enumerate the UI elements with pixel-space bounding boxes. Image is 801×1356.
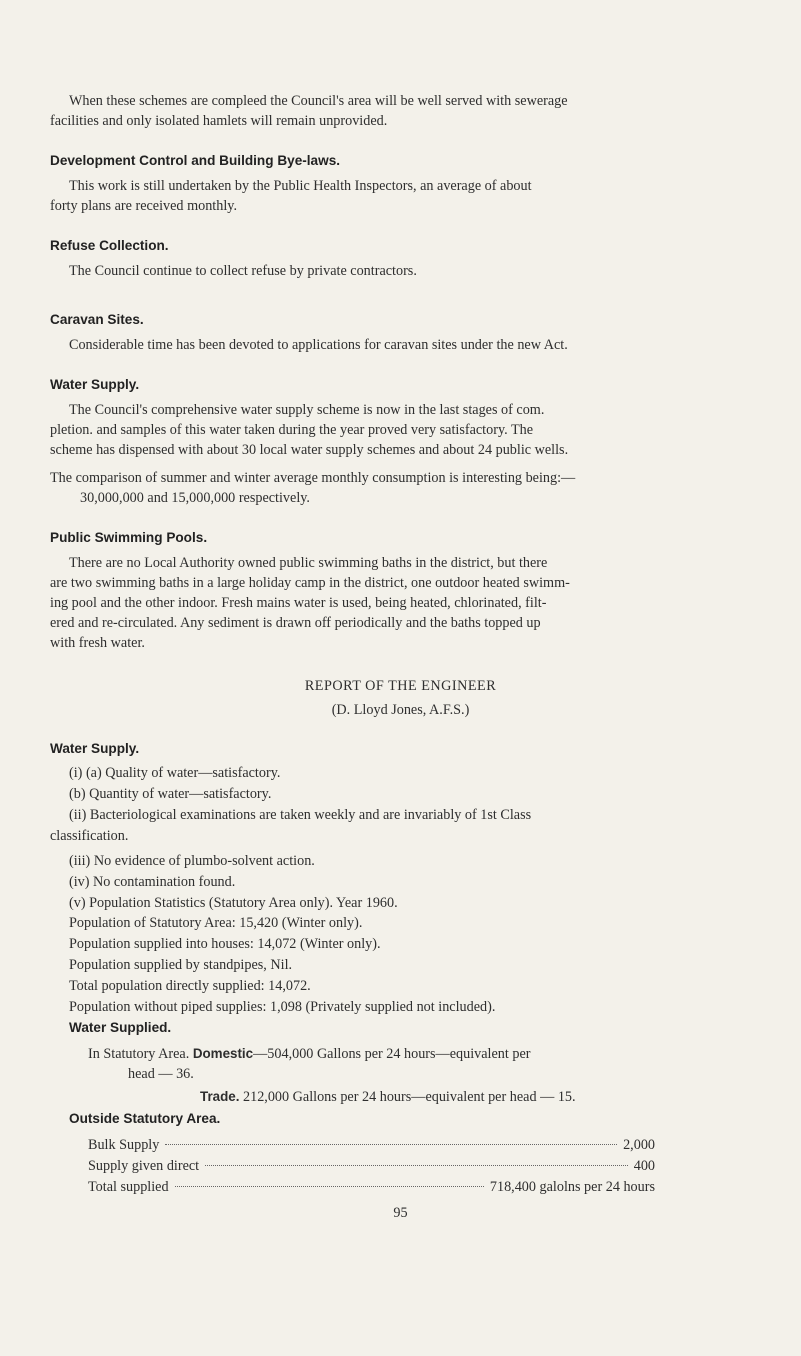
water-supply-line-2: pletion. and samples of this water taken during the year proved very satisfactory. The [50, 422, 534, 438]
total-supplied-row [88, 1179, 655, 1196]
leader-dots [165, 1144, 617, 1145]
domestic-label: Domestic [192, 1046, 254, 1061]
trade-text: 212,000 Gallons per 24 hours—equivalent per head — 15. [243, 1089, 576, 1105]
report-title: REPORT OF THE ENGINEER [304, 678, 497, 694]
pools-line-5: with fresh water. [50, 635, 145, 651]
item-v: (v) Population Statistics (Statutory Area only). Year 1960. [69, 895, 398, 911]
bulk-supply-label: Bulk Supply [88, 1137, 160, 1153]
domestic-line [88, 1044, 530, 1064]
population-total: Total population directly supplied: 14,072. [69, 978, 311, 994]
pools-heading: Public Swimming Pools. [50, 530, 208, 545]
pools-line-3: ing pool and the other indoor. Fresh mains water is used, being heated, chlorinated, filt- [50, 595, 547, 611]
population-houses: Population supplied into houses: 14,072 (Winter only). [69, 936, 381, 952]
leader-dots [175, 1186, 484, 1187]
pools-line-1: There are no Local Authority owned public swimming baths in the district, but there [69, 555, 548, 571]
domestic-text: —504,000 Gallons per 24 hours—equivalent per [253, 1046, 531, 1062]
supply-direct-label: Supply given direct [88, 1158, 200, 1174]
water-supply-line-5: 30,000,000 and 15,000,000 respectively. [80, 490, 310, 506]
population-statutory: Population of Statutory Area: 15,420 (Winter only). [69, 915, 363, 931]
intro-line-1: When these schemes are compleed the Council's area will be well served with sewerage [69, 93, 568, 109]
item-b: (b) Quantity of water—satisfactory. [69, 786, 272, 802]
trade-line [200, 1087, 576, 1107]
water-supply-line-3: scheme has dispensed with about 30 local water supply schemes and about 24 public wells. [50, 442, 569, 458]
total-supplied-label: Total supplied [88, 1179, 169, 1195]
water-supply-heading: Water Supply. [50, 377, 140, 392]
pools-line-2: are two swimming baths in a large holiday camp in the district, one outdoor heated swimm- [50, 575, 570, 591]
supply-direct-row [88, 1158, 655, 1175]
item-i-a: (i) (a) Quality of water—satisfactory. [69, 765, 281, 781]
water-supply-line-1: The Council's comprehensive water supply scheme is now in the last stages of com. [69, 402, 545, 418]
engineer-water-supply-heading: Water Supply. [50, 741, 140, 756]
outside-heading: Outside Statutory Area. [69, 1111, 221, 1126]
item-ii-cont: classification. [50, 828, 129, 844]
item-ii: (ii) Bacteriological examinations are taken weekly and are invariably of 1st Class [69, 807, 532, 823]
population-standpipes: Population supplied by standpipes, Nil. [69, 957, 293, 973]
water-supply-line-4: The comparison of summer and winter average monthly consumption is interesting being:— [50, 470, 576, 486]
intro-line-2: facilities and only isolated hamlets will remain unprovided. [50, 113, 388, 129]
dev-control-heading: Development Control and Building Bye-laws. [50, 153, 341, 168]
total-supplied-value: 718,400 galolns per 24 hours [489, 1179, 655, 1195]
item-iii: (iii) No evidence of plumbo-solvent action. [69, 853, 315, 869]
caravan-line-1: Considerable time has been devoted to applications for caravan sites under the new Act. [69, 337, 568, 353]
population-without: Population without piped supplies: 1,098 (Privately supplied not included). [69, 999, 496, 1015]
item-iv: (iv) No contamination found. [69, 874, 236, 890]
bulk-supply-value: 2,000 [623, 1137, 655, 1153]
report-author: (D. Lloyd Jones, A.F.S.) [331, 702, 470, 718]
water-supplied-heading: Water Supplied. [69, 1020, 172, 1035]
refuse-heading: Refuse Collection. [50, 238, 169, 253]
dev-control-line-1: This work is still undertaken by the Public Health Inspectors, an average of about [69, 178, 532, 194]
statutory-prefix: In Statutory Area. [88, 1046, 190, 1062]
supply-direct-value: 400 [633, 1158, 655, 1174]
dev-control-line-2: forty plans are received monthly. [50, 198, 237, 214]
domestic-cont: head — 36. [128, 1066, 194, 1082]
leader-dots [205, 1165, 628, 1166]
pools-line-4: ered and re-circulated. Any sediment is drawn off periodically and the baths topped up [50, 615, 541, 631]
bulk-supply-row [88, 1137, 655, 1154]
caravan-heading: Caravan Sites. [50, 312, 144, 327]
page-number: 95 [393, 1205, 408, 1221]
refuse-line-1: The Council continue to collect refuse by private contractors. [69, 263, 417, 279]
trade-label: Trade. [200, 1089, 240, 1104]
